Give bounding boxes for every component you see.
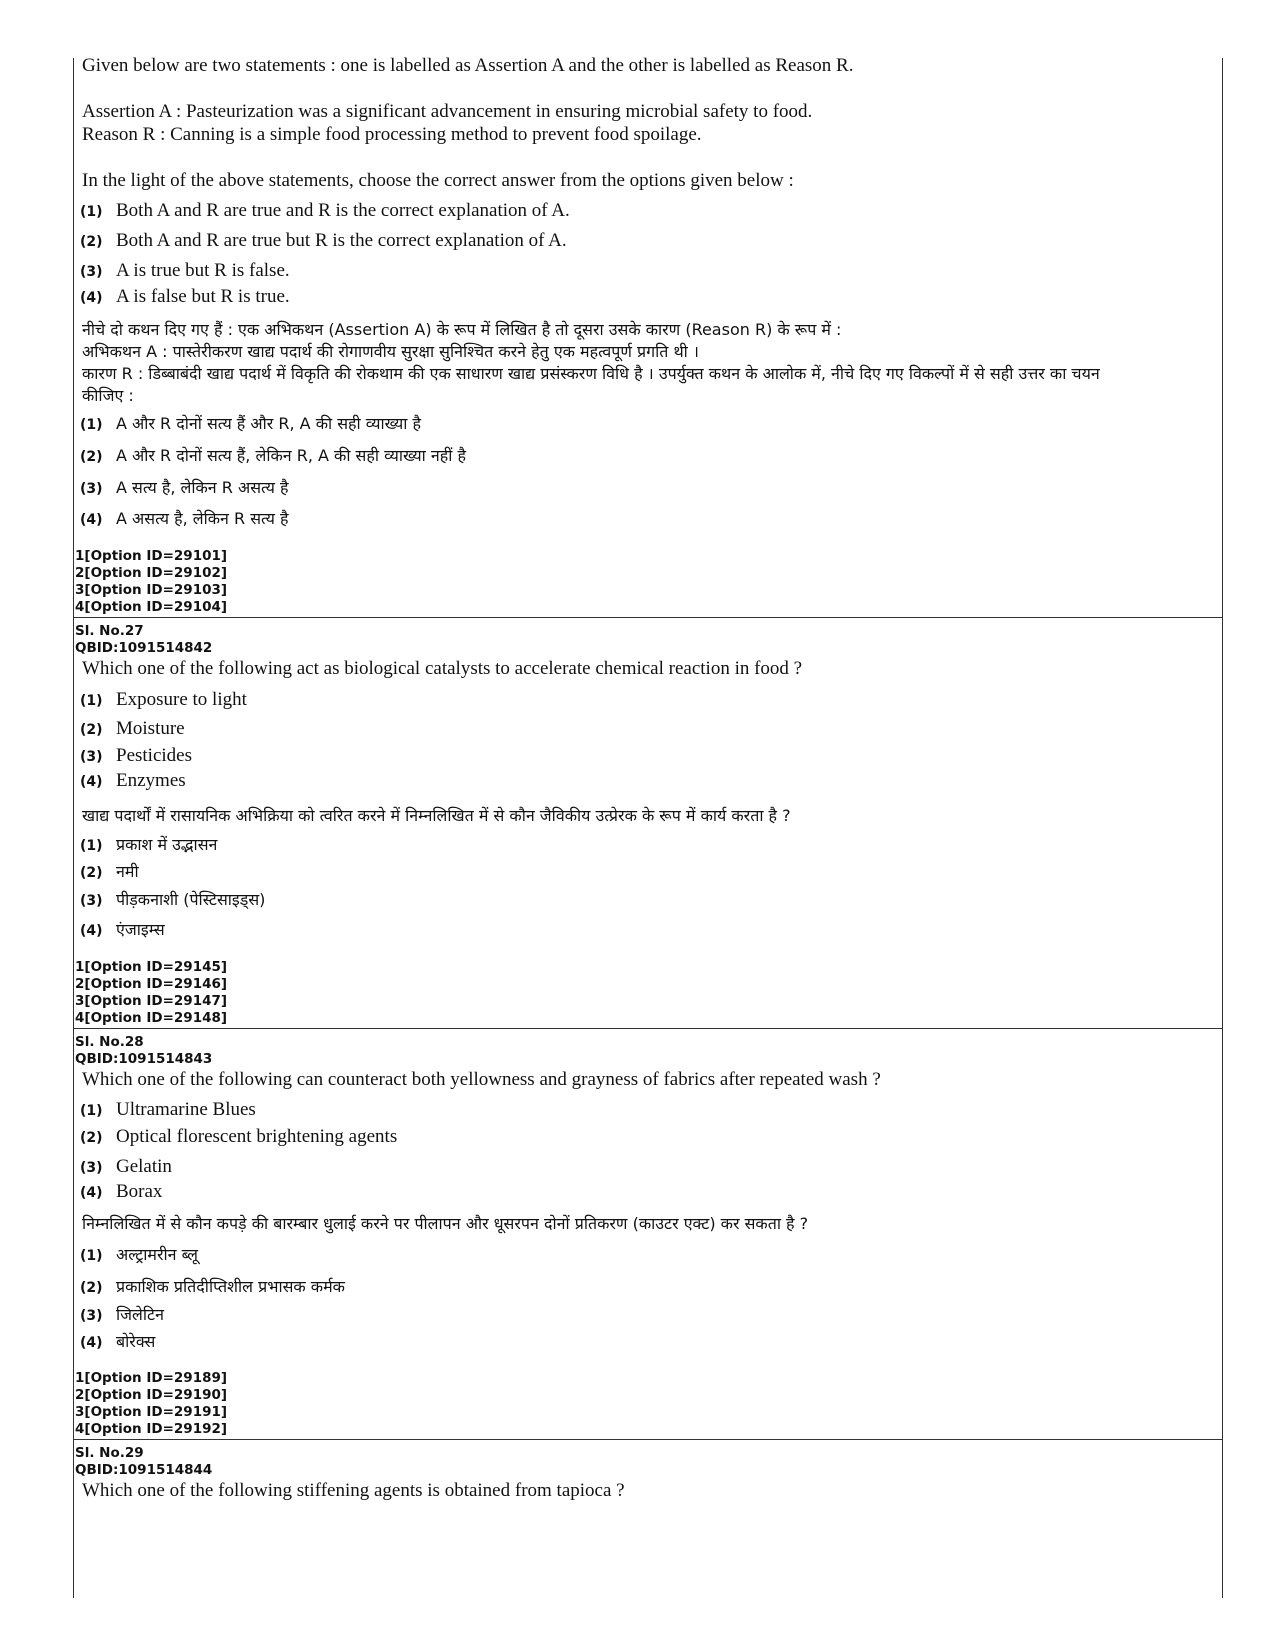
- option-number: (4): [80, 512, 103, 528]
- q27-option-en-4: [80, 770, 186, 792]
- option-text: Both A and R are true and R is the correct explanation of A.: [116, 200, 570, 221]
- q26-assertion: Assertion A : Pasteurization was a significant advancement in ensuring microbial safety to food.: [82, 101, 813, 122]
- option-id: 1[Option ID=29145]: [75, 959, 228, 975]
- q26-intro: Given below are two statements : one is labelled as Assertion A and the other is labelled as Reason R.: [82, 55, 854, 76]
- option-text: प्रकाशिक प्रतिदीप्तिशील प्रभासक कर्मक: [116, 1277, 345, 1296]
- option-number: (1): [80, 838, 103, 854]
- option-number: (4): [80, 1335, 103, 1351]
- question-separator: [73, 617, 1222, 618]
- q27-option-hi-1: [80, 833, 217, 856]
- option-number: (4): [80, 774, 103, 790]
- option-text: Moisture: [116, 718, 185, 739]
- option-text: Both A and R are true but R is the correct explanation of A.: [116, 230, 567, 251]
- q27-option-en-1: [80, 689, 247, 711]
- q26-option-en-4: [80, 286, 290, 308]
- option-number: (1): [80, 1248, 103, 1264]
- option-text: Exposure to light: [116, 689, 247, 710]
- question-separator: [73, 1439, 1222, 1440]
- option-id: 4[Option ID=29192]: [75, 1421, 228, 1437]
- option-text: Gelatin: [116, 1156, 172, 1177]
- option-id: 4[Option ID=29148]: [75, 1010, 228, 1026]
- q26-hindi-line-4: कीजिए :: [82, 386, 134, 405]
- option-number: (3): [80, 481, 103, 497]
- q26-option-hi-1: [80, 412, 421, 435]
- option-number: (2): [80, 234, 103, 250]
- q26-option-en-2: [80, 230, 567, 252]
- option-number: (4): [80, 923, 103, 939]
- option-id: 1[Option ID=29189]: [75, 1370, 228, 1386]
- q28-question-hi: निम्नलिखित में से कौन कपड़े की बारम्बार धुलाई करने पर पीलापन और धूसरपन दोनों प्रतिकरण (काउटर एक्ट) कर सकता है ?: [82, 1214, 809, 1233]
- option-number: (3): [80, 264, 103, 280]
- q28-question-en: Which one of the following can counteract both yellowness and grayness of fabrics after repeated wash ?: [82, 1069, 881, 1090]
- q26-instruction: In the light of the above statements, choose the correct answer from the options given below :: [82, 170, 794, 191]
- q26-option-hi-4: [80, 507, 289, 530]
- option-text: अल्ट्रामरीन ब्लू: [116, 1245, 199, 1264]
- option-number: (4): [80, 290, 103, 306]
- q28-option-en-1: [80, 1099, 256, 1121]
- q27-question-en: Which one of the following act as biological catalysts to accelerate chemical reaction in food ?: [82, 658, 803, 679]
- option-number: (1): [80, 693, 103, 709]
- serial-number: Sl. No.29: [75, 1445, 144, 1461]
- option-text: A is false but R is true.: [116, 286, 290, 307]
- option-text: एंजाइम्स: [116, 920, 165, 939]
- qbid: QBID:1091514844: [75, 1462, 213, 1478]
- option-number: (3): [80, 1308, 103, 1324]
- option-id: 2[Option ID=29190]: [75, 1387, 228, 1403]
- option-number: (2): [80, 449, 103, 465]
- q27-header: [75, 623, 212, 657]
- question-separator: [73, 1028, 1222, 1029]
- q26-option-en-1: [80, 200, 570, 222]
- q26-hindi-line-3: कारण R : डिब्बाबंदी खाद्य पदार्थ में विकृति की रोकथाम की एक साधारण खाद्य प्रसंस्करण विधि है । उपर्युक्त कथन के आलोक में, नीचे दिए गए विकल्पों में से सही उत्तर का चयन: [82, 364, 1100, 383]
- option-text: Ultramarine Blues: [116, 1099, 256, 1120]
- q28-header: [75, 1034, 212, 1068]
- option-number: (2): [80, 1130, 103, 1146]
- option-number: (2): [80, 865, 103, 881]
- q28-option-hi-2: [80, 1275, 345, 1298]
- option-id: 1[Option ID=29101]: [75, 548, 228, 564]
- q26-reason: Reason R : Canning is a simple food processing method to prevent food spoilage.: [82, 124, 702, 145]
- option-text: Pesticides: [116, 745, 192, 766]
- option-number: (3): [80, 893, 103, 909]
- q29-question-en: Which one of the following stiffening agents is obtained from tapioca ?: [82, 1480, 625, 1501]
- q27-question-hi: खाद्य पदार्थों में रासायनिक अभिक्रिया को त्वरित करने में निम्नलिखित में से कौन जैविकीय उत्प्रेरक के रूप में कार्य करता है ?: [82, 806, 791, 825]
- q26-option-hi-3: [80, 476, 289, 499]
- q26-option-ids: [75, 548, 227, 616]
- option-text: A is true but R is false.: [116, 260, 290, 281]
- option-text: प्रकाश में उद्भासन: [116, 835, 218, 854]
- option-text: Borax: [116, 1181, 163, 1202]
- q27-option-hi-3: [80, 888, 265, 911]
- option-id: 3[Option ID=29103]: [75, 582, 228, 598]
- q26-option-en-3: [80, 260, 290, 282]
- qbid: QBID:1091514842: [75, 640, 213, 656]
- option-id: 2[Option ID=29102]: [75, 565, 228, 581]
- option-id: 3[Option ID=29147]: [75, 993, 228, 1009]
- option-text: बोरेक्स: [116, 1332, 156, 1351]
- serial-number: Sl. No.27: [75, 623, 144, 639]
- option-number: (3): [80, 1160, 103, 1176]
- serial-number: Sl. No.28: [75, 1034, 144, 1050]
- option-id: 3[Option ID=29191]: [75, 1404, 228, 1420]
- option-text: नमी: [116, 862, 139, 881]
- option-text: A असत्य है, लेकिन R सत्य है: [116, 509, 289, 528]
- option-id: 4[Option ID=29104]: [75, 599, 228, 615]
- q28-option-hi-1: [80, 1243, 198, 1266]
- option-number: (3): [80, 749, 103, 765]
- option-text: A और R दोनों सत्य हैं, लेकिन R, A की सही व्याख्या नहीं है: [116, 446, 466, 465]
- option-number: (1): [80, 417, 103, 433]
- option-number: (2): [80, 722, 103, 738]
- option-number: (1): [80, 204, 103, 220]
- q28-option-ids: [75, 1370, 227, 1438]
- option-text: पीड़कनाशी (पेस्टिसाइड्स): [116, 890, 266, 909]
- option-number: (1): [80, 1103, 103, 1119]
- option-id: 2[Option ID=29146]: [75, 976, 228, 992]
- q28-option-hi-4: [80, 1330, 155, 1353]
- q26-hindi-line-2: अभिकथन A : पास्तेरीकरण खाद्य पदार्थ की रोगाणवीय सुरक्षा सुनिश्चित करने हेतु एक महत्वपूर्ण प्रगति थी ।: [82, 342, 699, 361]
- option-number: (2): [80, 1280, 103, 1296]
- q27-option-hi-2: [80, 860, 139, 883]
- option-text: जिलेटिन: [116, 1305, 164, 1324]
- option-text: A सत्य है, लेकिन R असत्य है: [116, 478, 289, 497]
- q26-option-hi-2: [80, 444, 466, 467]
- q28-option-en-4: [80, 1181, 162, 1203]
- option-text: A और R दोनों सत्य हैं और R, A की सही व्याख्या है: [116, 414, 422, 433]
- option-text: Enzymes: [116, 770, 186, 791]
- q27-option-en-3: [80, 745, 192, 767]
- q26-hindi-line-1: नीचे दो कथन दिए गए हैं : एक अभिकथन (Assertion A) के रूप में लिखित है तो दूसरा उसके कारण (Reason R) के रूप में :: [82, 320, 842, 339]
- q29-header: [75, 1445, 212, 1479]
- qbid: QBID:1091514843: [75, 1051, 213, 1067]
- q27-option-hi-4: [80, 918, 165, 941]
- option-number: (4): [80, 1185, 103, 1201]
- option-text: Optical florescent brightening agents: [116, 1126, 398, 1147]
- q28-option-en-3: [80, 1156, 172, 1178]
- q27-option-en-2: [80, 718, 185, 740]
- q27-option-ids: [75, 959, 227, 1027]
- q28-option-hi-3: [80, 1303, 164, 1326]
- q28-option-en-2: [80, 1126, 397, 1148]
